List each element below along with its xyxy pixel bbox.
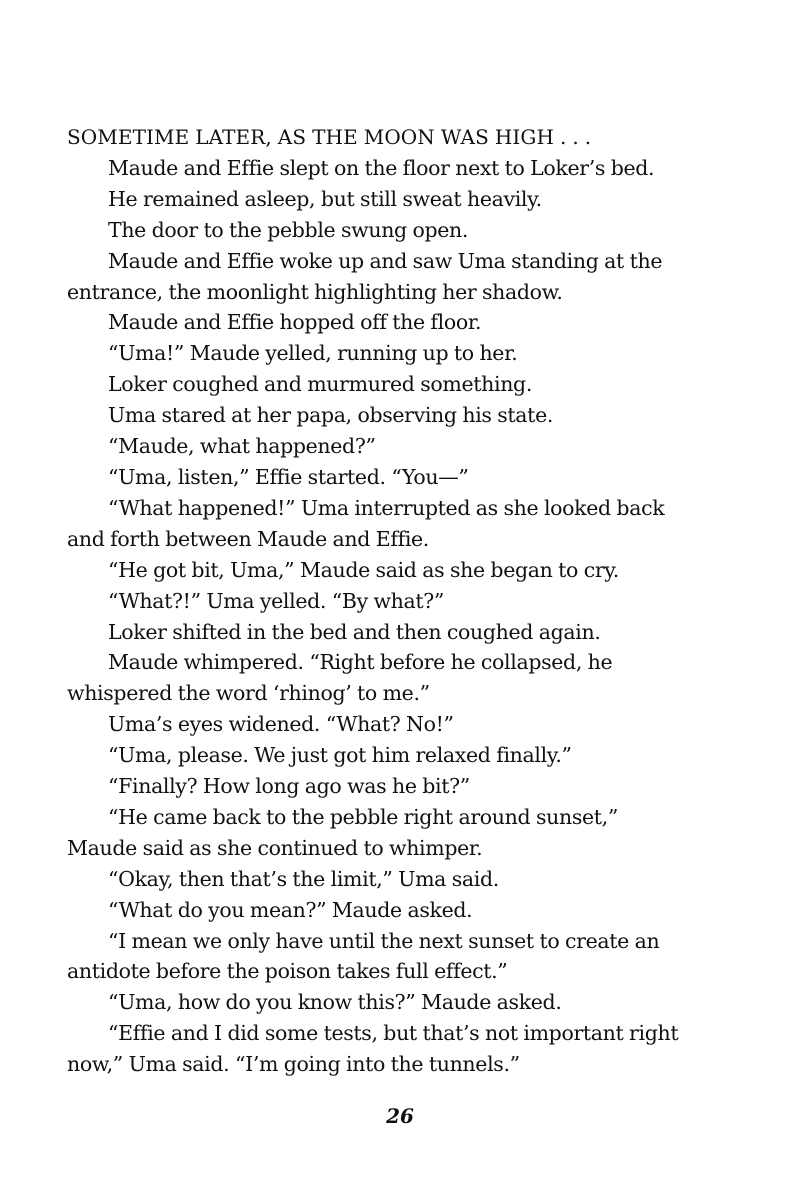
paragraph: He remained asleep, but still sweat heavily. (108, 186, 542, 211)
paragraph: The door to the pebble swung open. (108, 217, 469, 242)
paragraph: “Uma, please. We just got him relaxed finally.” (108, 743, 572, 768)
paragraph: Maude and Effie slept on the floor next to Loker’s bed. (108, 155, 655, 180)
paragraph: “He came back to the pebble right around sunset,” Maude said as she continued to whimper. (67, 804, 618, 860)
paragraph: “Uma, listen,” Effie started. “You—” (108, 464, 469, 489)
paragraph: “Effie and I did some tests, but that’s not important right now,” Uma said. “I’m going into the tunnels.” (67, 1021, 679, 1077)
paragraph: Maude whimpered. “Right before he collapsed, he whispered the word ‘rhinog’ to me.” (67, 650, 613, 706)
paragraph: “Uma!” Maude yelled, running up to her. (108, 341, 518, 366)
paragraph: “Finally? How long ago was he bit?” (108, 774, 470, 799)
paragraph: “Okay, then that’s the limit,” Uma said. (108, 866, 499, 891)
paragraph: “He got bit, Uma,” Maude said as she began to cry. (108, 557, 619, 582)
paragraph-list (67, 153, 687, 1080)
paragraph: “What happened!” Uma interrupted as she looked back and forth between Maude and Effie. (67, 495, 665, 551)
paragraph: “Maude, what happened?” (108, 434, 376, 459)
paragraph: Loker shifted in the bed and then coughed again. (108, 619, 601, 644)
paragraph: Maude and Effie hopped off the floor. (108, 310, 482, 335)
paragraph: “I mean we only have until the next sunset to create an antidote before the poison takes full effect.” (67, 928, 660, 984)
page-number: 26 (386, 1104, 414, 1128)
paragraph: Loker coughed and murmured something. (108, 372, 532, 397)
paragraph: Maude and Effie woke up and saw Uma standing at the entrance, the moonlight highlighting her shadow. (67, 248, 663, 304)
section-heading: SOMETIME LATER, AS THE MOON WAS HIGH . . . (67, 125, 592, 149)
paragraph: Uma’s eyes widened. “What? No!” (108, 712, 454, 737)
paragraph: “Uma, how do you know this?” Maude asked. (108, 990, 562, 1015)
body-text (67, 122, 687, 1080)
paragraph: “What do you mean?” Maude asked. (108, 897, 473, 922)
paragraph: Uma stared at her papa, observing his state. (108, 403, 554, 428)
paragraph: “What?!” Uma yelled. “By what?” (108, 588, 445, 613)
